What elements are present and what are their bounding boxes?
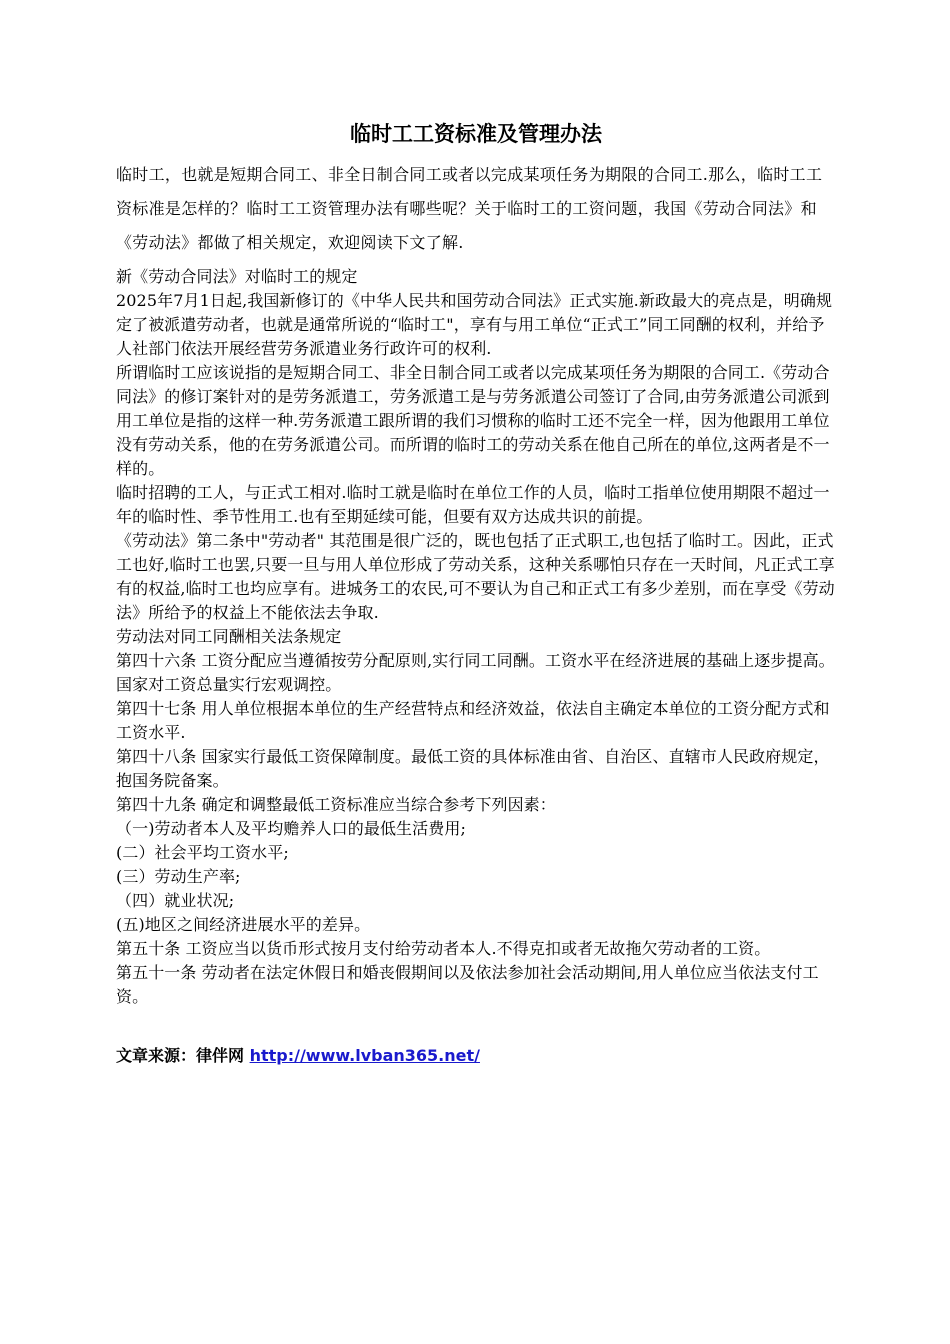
law-article: 第四十九条 确定和调整最低工资标准应当综合参考下列因素： bbox=[116, 795, 556, 814]
law-article: 第四十六条 工资分配应当遵循按劳分配原则,实行同工同酬。工资水平在经济进展的基础上逐步提高。国家对工资总量实行宏观调控。 bbox=[116, 651, 835, 694]
section-heading: 劳动法对同工同酬相关法条规定 bbox=[116, 627, 342, 646]
law-article: 第五十条 工资应当以货币形式按月支付给劳动者本人.不得克扣或者无故拖欠劳动者的工资。 bbox=[116, 939, 771, 958]
intro-paragraph: 临时工，也就是短期合同工、非全日制合同工或者以完成某项任务为期限的合同工.那么，临时工工资标准是怎样的？临时工工资管理办法有哪些呢？关于临时工的工资问题，我国《劳动合同法》和《劳动法》都做了相关规定，欢迎阅读下文了解. bbox=[116, 165, 823, 252]
body-paragraph: 所谓临时工应该说指的是短期合同工、非全日制合同工或者以完成某项任务为期限的合同工.《劳动合同法》的修订案针对的是劳务派遣工，劳务派遣工是与劳务派遣公司签订了合同,由劳务派遣公司派到用工单位是指的这样一种.劳务派遣工跟所谓的我们习惯称的临时工还不完全一样，因为他跟用工单位没有劳动关系，他的在劳务派遣公司。而所谓的临时工的劳动关系在他自己所在的单位,这两者是不一样的。 bbox=[116, 363, 830, 478]
section-heading: 新《劳动合同法》对临时工的规定 bbox=[116, 267, 358, 286]
law-article: 第五十一条 劳动者在法定休假日和婚丧假期间以及依法参加社会活动期间,用人单位应当依法支付工资。 bbox=[116, 963, 819, 1006]
list-item: (二）社会平均工资水平; bbox=[116, 843, 289, 862]
source-label: 文章来源：律伴网 bbox=[116, 1046, 250, 1065]
document-title: 临时工工资标准及管理办法 bbox=[350, 122, 602, 146]
article-source bbox=[116, 1043, 836, 1066]
source-link[interactable]: http://www.lvban365.net/ bbox=[249, 1046, 480, 1065]
body-paragraph: 临时招聘的工人，与正式工相对.临时工就是临时在单位工作的人员，临时工指单位使用期限不超过一年的临时性、季节性用工.也有至期延续可能，但要有双方达成共识的前提。 bbox=[116, 483, 830, 526]
list-item: (三）劳动生产率; bbox=[116, 867, 241, 886]
list-item: (五)地区之间经济进展水平的差异。 bbox=[116, 915, 371, 934]
document-body bbox=[116, 265, 836, 1009]
body-paragraph: 2025年7月1日起,我国新修订的《中华人民共和国劳动合同法》正式实施.新政最大的亮点是，明确规定了被派遣劳动者，也就是通常所说的“临时工"，享有与用工单位“正式工”同工同酬的权利，并给予人社部门依法开展经营劳务派遣业务行政许可的权利. bbox=[116, 291, 833, 358]
list-item: （一)劳动者本人及平均赡养人口的最低生活费用; bbox=[116, 819, 466, 838]
body-paragraph: 《劳动法》第二条中"劳动者" 其范围是很广泛的，既也包括了正式职工,也包括了临时工。因此，正式工也好,临时工也罢,只要一旦与用人单位形成了劳动关系，这种关系哪怕只存在一天时间，凡正式工享有的权益,临时工也均应享有。进城务工的农民,可不要认为自己和正式工有多少差别，而在享受《劳动法》所给予的权益上不能依法去争取. bbox=[116, 531, 835, 622]
list-item: （四）就业状况; bbox=[116, 891, 235, 910]
law-article: 第四十八条 国家实行最低工资保障制度。最低工资的具体标准由省、自治区、直辖市人民政府规定，抱国务院备案。 bbox=[116, 747, 830, 790]
law-article: 第四十七条 用人单位根据本单位的生产经营特点和经济效益，依法自主确定本单位的工资分配方式和工资水平. bbox=[116, 699, 830, 742]
